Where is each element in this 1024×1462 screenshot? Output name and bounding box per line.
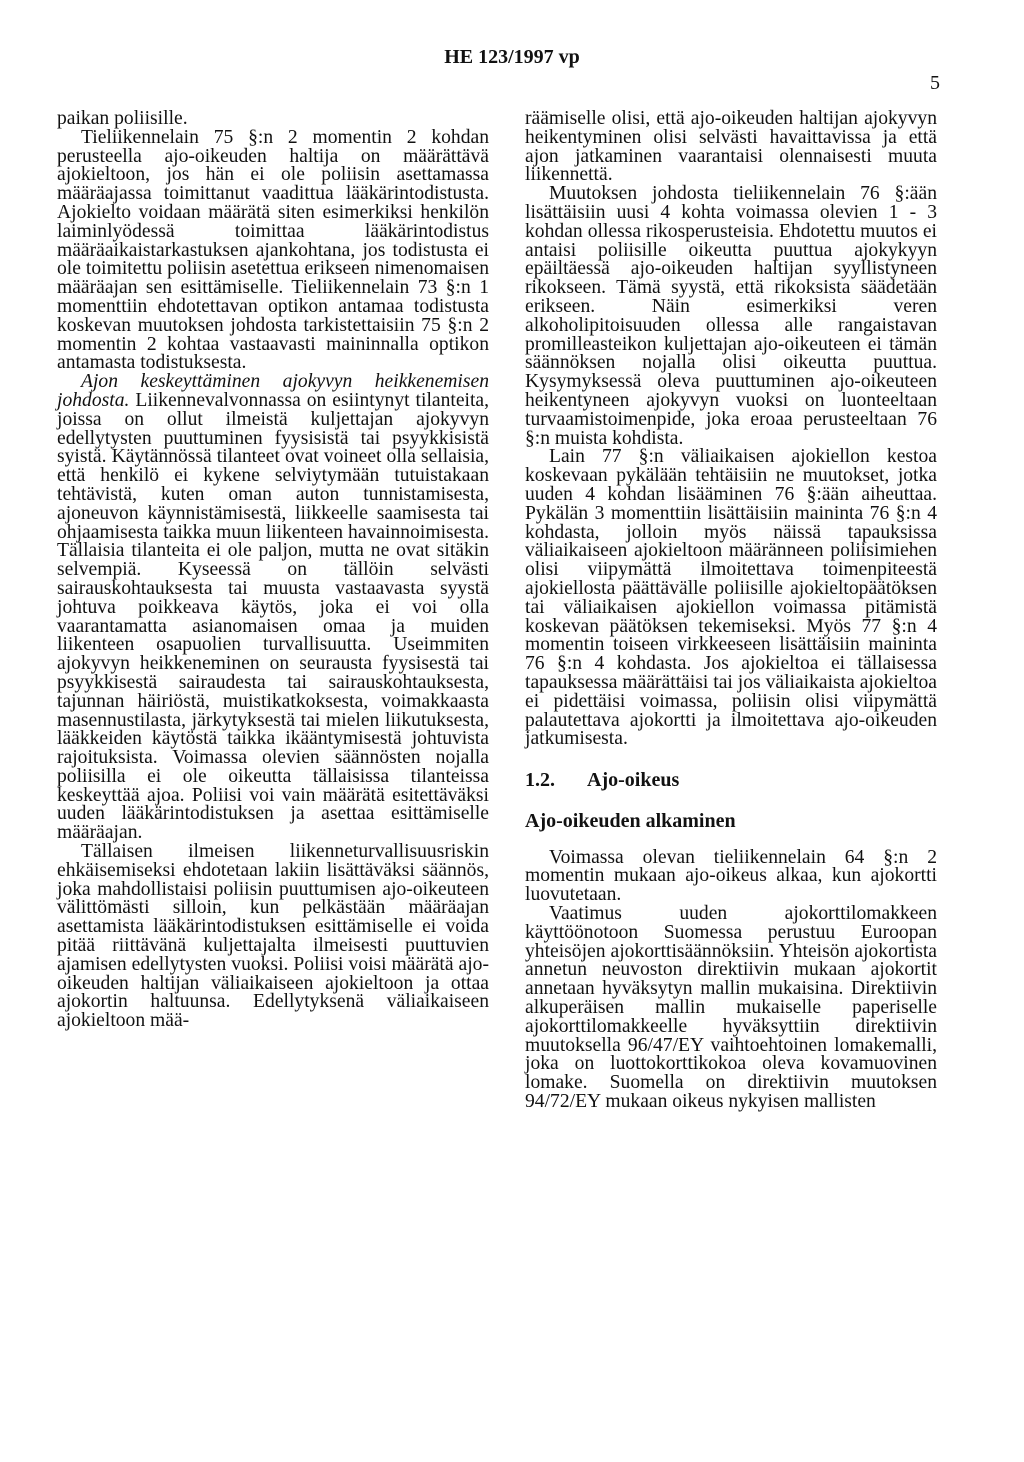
paragraph: Lain 77 §:n väliaikaisen ajokiellon kestoa koskevaan pykälään tehtäisiin ne muutokset, jotka uuden 4 kohdan lisääminen 76 §:ään aiheuttaa. Pykälän 3 momenttiin lisättäisiin maininta 76 §:n 4 kohdasta, jolloin myös näissä tapauksissa väliaikaiseen ajokieltoon määränneen poliisimiehen olisi viipymättä ilmoitettava toimenpiteestä ajokiellosta päättävälle poliisille ajokieltopäätöksen tai väliaikaisen ajokiellon voimassa pitämistä koskevan päätöksen tekemiseksi. Myös 77 §:n 4 momentin toiseen virkkeeseen lisättäisiin maininta 76 §:n 4 kohdasta. Jos ajokieltoa ei tällaisessa tapauksessa määrättäisi tai jos väliaikaista ajokieltoa ei pidettäisi voimassa, poliisin olisi viipymättä palautettava ajokortti ja ilmoitettava ajo-oikeuden jatkumisesta. — [525, 446, 937, 750]
paragraph: räämiselle olisi, että ajo-oikeuden haltijan ajokyvyn heikentyminen olisi selvästi havaittavissa ja että ajon jatkaminen vaarantaisi olennaisesti muuta liikennettä. — [525, 108, 937, 186]
section-title: Ajo-oikeus — [587, 769, 680, 792]
paragraph: Muutoksen johdosta tieliikennelain 76 §:ään lisättäisiin uusi 4 kohta voimassa olevien 1 - 3 kohdan ollessa rikosperusteisia. Ehdotettu muutos ei antaisi poliisille oikeutta puuttua ajokykyyn epäiltäessä ajo-oikeuden haltijan syyllistyneen rikokseen. Tämä syystä, että rikoksista säädetään erikseen. Näin esimerkiksi veren alkoholipitoisuuden ollessa alle rangaistavan promilleasteikon kuljettajan ajo-oikeuteen ei tämän säännöksen nojalla olisi oikeutta puuttua. Kysymyksessä oleva puuttuminen ajo-oikeuteen heikentyneen ajokyvyn vuoksi on luonteeltaan turvaamistoimenpide, joka eroaa perusteeltaan 76 §:n muista kohdista. — [525, 183, 937, 449]
paragraph: paikan poliisille. — [57, 108, 188, 129]
right-column — [525, 110, 937, 1112]
subsection-heading: Ajo-oikeuden alkaminen — [525, 809, 736, 832]
paragraph: Tällaisen ilmeisen liikenneturvallisuusriskin ehkäisemiseksi ehdotetaan lakiin lisättäväksi säännös, joka mahdollistaisi poliisin puuttumisen ajo-oikeuteen välittömästi silloin, kun pelkästään määräajan asettamista lääkärintodistuksen esittämiselle ei voida pitää riittävänä kuljettajalta ilmeisesti puuttuvien ajamisen edellytysten vuoksi. Poliisi voisi määrätä ajo-oikeuden haltijan väliaikaiseen ajokieltoon ja ottaa ajokortin haltuunsa. Edellytyksenä väliaikaiseen ajokieltoon mää- — [57, 841, 489, 1032]
paragraph-lead-italic: Ajon keskeyttäminen ajokyvyn heikkenemisen johdosta. — [57, 371, 489, 411]
paragraph: Tieliikennelain 75 §:n 2 momentin 2 kohdan perusteella ajo-oikeuden haltija on määrättävä ajokieltoon, jos hän ei ole poliisin asettamassa määräajassa toimittanut vaadittua lääkärintodistusta. Ajokielto voidaan määrätä siten esimerkiksi henkilön laiminlyödessä toimittaa lääkärintodistus määräaikaistarkastuksen ajankohtana, jos todistusta ei ole toimitettu poliisin asetettua erikseen nimenomaisen määräajan sen esittämiselle. Tieliikennelain 73 §:n 1 momenttiin ehdotettavan optikon antamaa todistusta koskevan muutoksen johdosta tarkistettaisiin 75 §:n 2 momentin 2 kohtaa vastaavasti maininnalla optikon antamasta todistuksesta. — [57, 126, 489, 374]
page-number: 5 — [930, 72, 940, 94]
left-column — [57, 110, 489, 1031]
document-id: HE 123/1997 vp — [444, 46, 580, 68]
section-number: 1.2. — [525, 769, 555, 792]
paragraph-text: Liikennevalvonnassa on esiintynyt tilanteita, joissa on ollut ilmeistä kuljettajan ajokyvyn edellytysten puuttuminen fyysisistä tai psyykkisistä syistä. Käytännössä tilanteet ovat voineet olla sellaisia, että henkilö ei kykene selviytymään tutuistakaan tehtävistä, kuten oman auton tunnistamisesta, ajoneuvon käynnistämisestä, liikkeelle saamisesta tai ohjaamisesta taikka muun liikenteen havainnoimisesta. Tällaisia tilanteita ei ole paljon, mutta ne ovat sitäkin selvempiä. Kyseessä on tällöin selvästi sairauskohtauksesta tai muusta vastaavasta syystä johtuva poikkeava käytös, joka ei voi olla vaarantamatta asianomaisen omaa ja muiden liikenteen osapuolien turvallisuutta. Useimmiten ajokyvyn heikkeneminen on seurausta fyysisestä tai psyykkisestä sairaudesta tai sairauskohtauksesta, tajunnan häiriöstä, muistikatkoksesta, voimakkaasta masennustilasta, järkytyksestä tai mielen liikutuksesta, lääkkeiden käytöstä taikka ikääntymisestä johtuvista rajoituksista. Voimassa olevien säännösten nojalla poliisilla ei ole oikeutta tällaisissa tilanteissa keskeyttää ajoa. Poliisi voi vain määrätä esitettäväksi uuden lääkärintodistuksen ja asettaa esittämiselle määräajan. — [57, 389, 489, 844]
paragraph: Vaatimus uuden ajokorttilomakkeen käyttöönotoon Suomessa perustuu Euroopan yhteisöjen ajokorttisäännöksiin. Yhteisön ajokortista annetun neuvoston direktiivin mukaan ajokortit annetaan hyväksytyn mallin mukaisina. Direktiivin alkuperäisen mallin mukaiselle paperiselle ajokorttilomakkeelle hyväksyttiin direktiivin muutoksella 96/47/EY vaihtoehtoinen lomakemalli, joka on luottokorttikokoa oleva kovamuovinen lomake. Suomella on direktiivin muutoksen 94/72/EY mukaan oikeus nykyisen mallisten — [525, 903, 937, 1113]
section-heading — [525, 771, 937, 790]
paragraph — [57, 373, 489, 843]
paragraph: Voimassa olevan tieliikennelain 64 §:n 2 momentin mukaan ajo-oikeus alkaa, kun ajokortti luovutetaan. — [525, 846, 937, 906]
